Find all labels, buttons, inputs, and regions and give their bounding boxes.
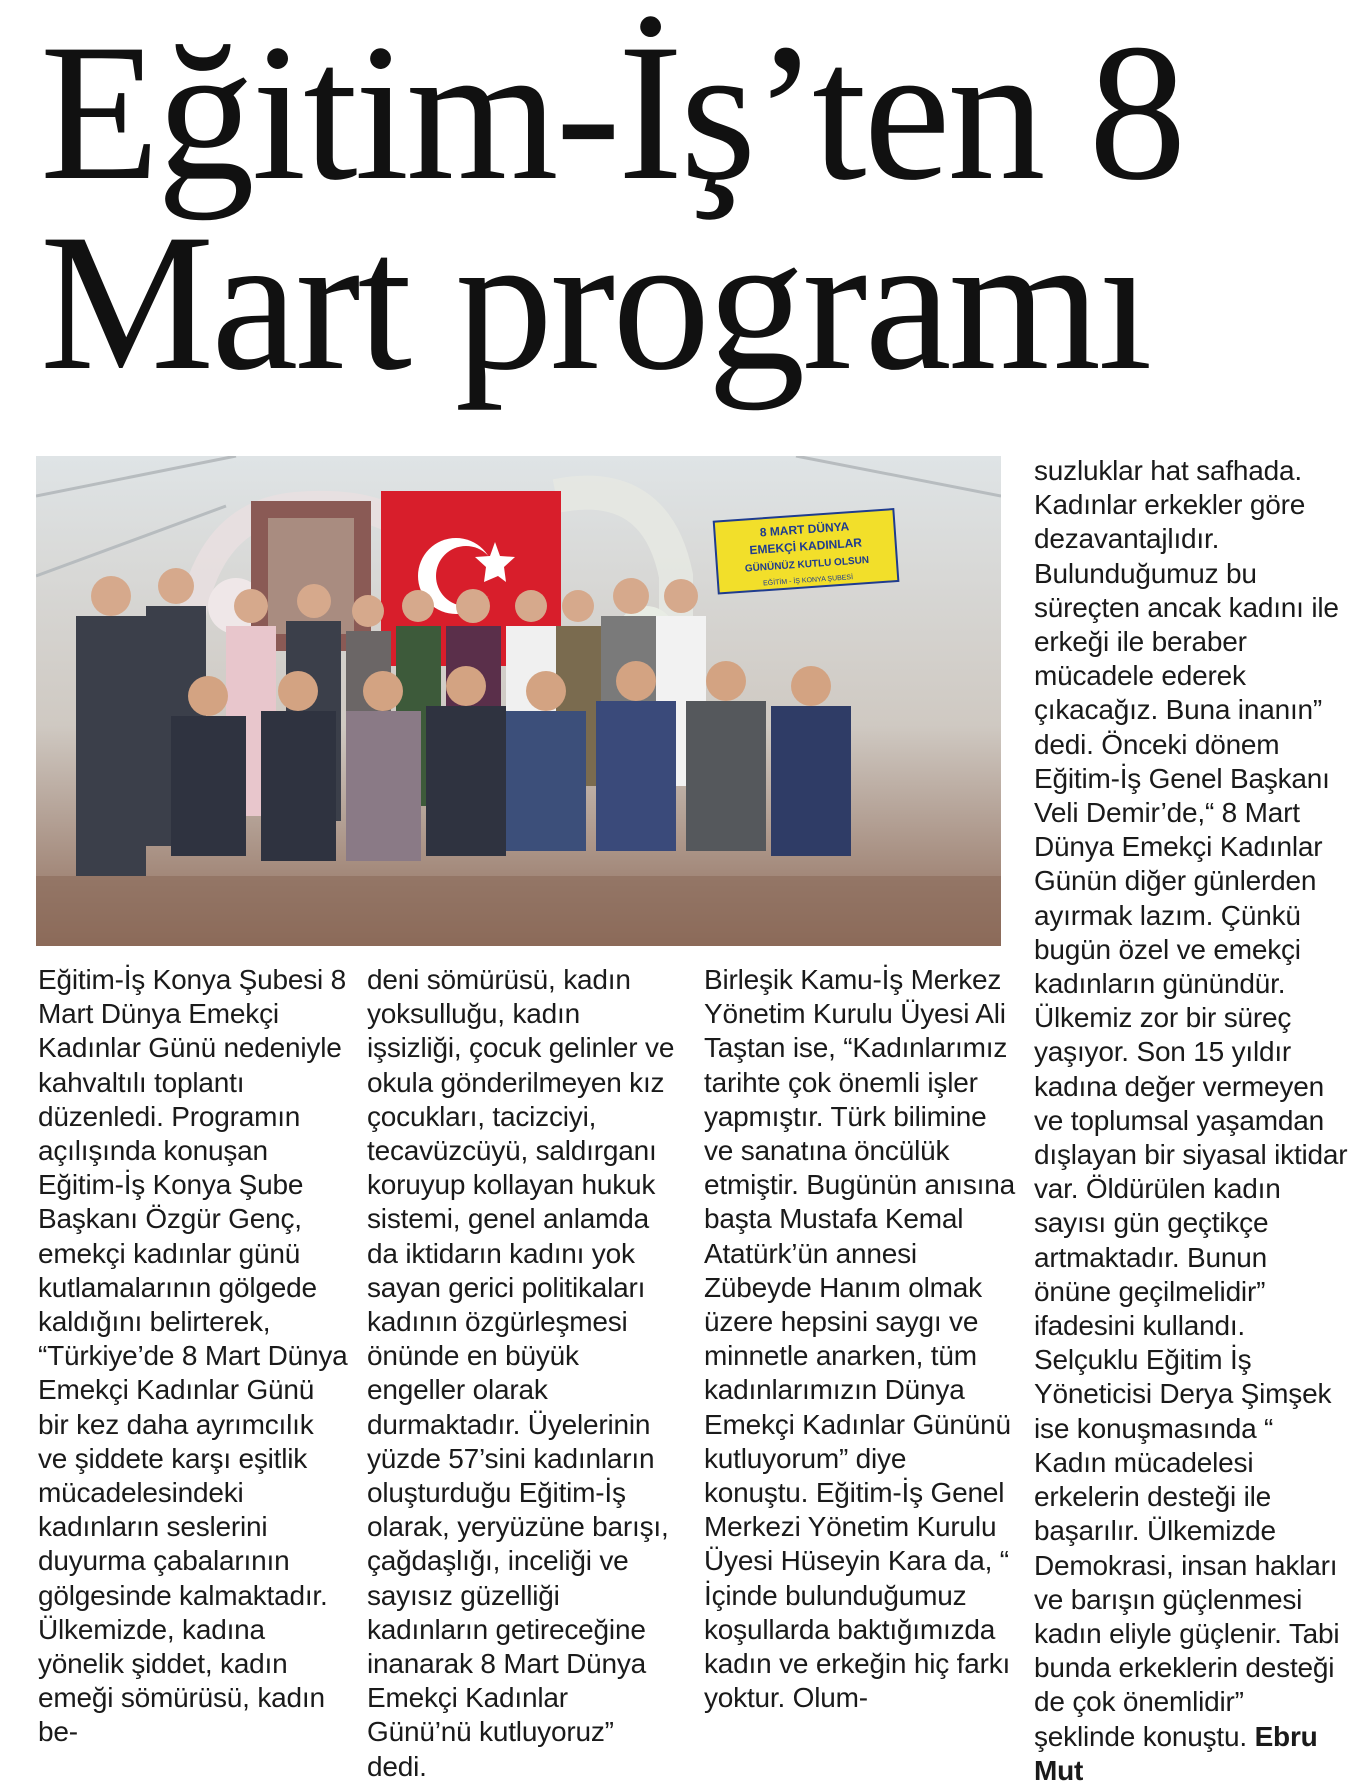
headline-line-2: Mart programı (40, 194, 1150, 411)
column-2-text: deni sömürüsü, kadın yoksulluğu, kadın işsizliği, çocuk gelinler ve okula gönderilmeyen kız çocukları, tacizciyi, tecavüzcüyü, saldırganı koruyup kollayan hukuk sistemi, genel anlamda da iktidarın kadını yok sayan gerici politikaları kadının özgürleşmesi önünde en büyük engeller olarak durmaktadır. Üyelerinin yüzde 57’sini kadınların oluşturduğu Eğitim-İş olarak, yeryüzüne barışı, çağdaşlığı, inceliği ve sayısız güzelliği kadınların getireceğine inanarak 8 Mart Dünya Emekçi Kadınlar Günü’nü kutluyoruz” dedi. (367, 964, 675, 1782)
svg-text:GÜNÜNÜZ KUTLU OLSUN: GÜNÜNÜZ KUTLU OLSUN (744, 554, 870, 575)
article-column-2 (367, 963, 679, 1784)
svg-text:8 MART DÜNYA: 8 MART DÜNYA (759, 519, 850, 540)
column-4-body: suzluklar hat safhada. Kadınlar erkekler göre dezavantajlıdır. Bulunduğumuz bu süreçten ancak kadını ile erkeği ile beraber mücadele ederek çıkacağız. Buna inanın” dedi. Önceki dönem Eğitim-İş Genel Başkanı Veli Demir’de,“ 8 Mart Dünya Emekçi Kadınlar Günün diğer günlerden ayırmak lazım. Çünkü bugün özel ve emekçi kadınların günündür. Ülkemiz zor bir süreç yaşıyor. Son 15 yıldır kadına değer vermeyen ve toplumsal yaşamdan dışlayan bir siyasal iktidar var. Öldürülen kadın sayısı gün geçtikçe artmaktadır. Bunun önüne geçilmelidir” ifadesini kullandı. Selçuklu Eğitim İş Yöneticisi Derya Şimşek ise konuşmasında “ Kadın mücadelesi erkelerin desteği ile başarılır. Ülkemizde Demokrasi, insan hakları ve barışın güçlenmesi kadın eliyle güçlenir. Tabi bunda erkeklerin desteği de çok önemlidir” şeklinde konuştu. (1034, 455, 1348, 1752)
headline-line-1: Eğitim-İş’ten 8 (40, 4, 1184, 221)
byline: Ebru Mut (1034, 1720, 1318, 1786)
headline (40, 4, 1340, 411)
article-column-4 (1034, 454, 1350, 1788)
column-4-text (1034, 454, 1350, 1788)
svg-text:EĞİTİM - İŞ KONYA ŞUBESİ: EĞİTİM - İŞ KONYA ŞUBESİ (762, 574, 854, 588)
column-1-text: Eğitim-İş Konya Şubesi 8 Mart Dünya Emekçi Kadınlar Günü nedeniyle kahvaltılı toplantı düzenledi. Programın açılışında konuşan Eğitim-İş Konya Şube Başkanı Özgür Genç, emekçi kadınlar günü kutlamalarının gölgede kaldığını belirterek, “Türkiye’de 8 Mart Dünya Emekçi Kadınlar Günü bir kez daha ayrımcılık ve şiddete karşı eşitlik mücadelesindeki kadınların seslerini duyurma çabalarının gölgesinde kalmaktadır. Ülkemizde, kadına yönelik şiddet, kadın emeği sömürüsü, kadın be- (38, 964, 348, 1748)
article-column-1 (38, 963, 350, 1750)
column-3-text: Birleşik Kamu-İş Merkez Yönetim Kurulu Üyesi Ali Taştan ise, “Kadınlarımız tarihte çok önemli işler yapmıştır. Türk bilimine ve sanatına öncülük etmiştir. Bugünün anısına başta Mustafa Kemal Atatürk’ün annesi Zübeyde Hanım olmak üzere hepsini saygı ve minnetle anarken, tüm kadınlarımızın Dünya Emekçi Kadınlar Gününü kutluyorum” diye konuştu. Eğitim-İş Genel Merkezi Yönetim Kurulu Üyesi Hüseyin Kara da, “ İçinde bulunduğumuz koşullarda baktığımızda kadın ve erkeğin hiç farkı yoktur. Olum- (704, 964, 1015, 1714)
svg-text:EMEKÇİ KADINLAR: EMEKÇİ KADINLAR (749, 535, 863, 558)
group-photo (36, 456, 1001, 946)
article-column-3 (704, 963, 1016, 1715)
banner (714, 509, 899, 593)
